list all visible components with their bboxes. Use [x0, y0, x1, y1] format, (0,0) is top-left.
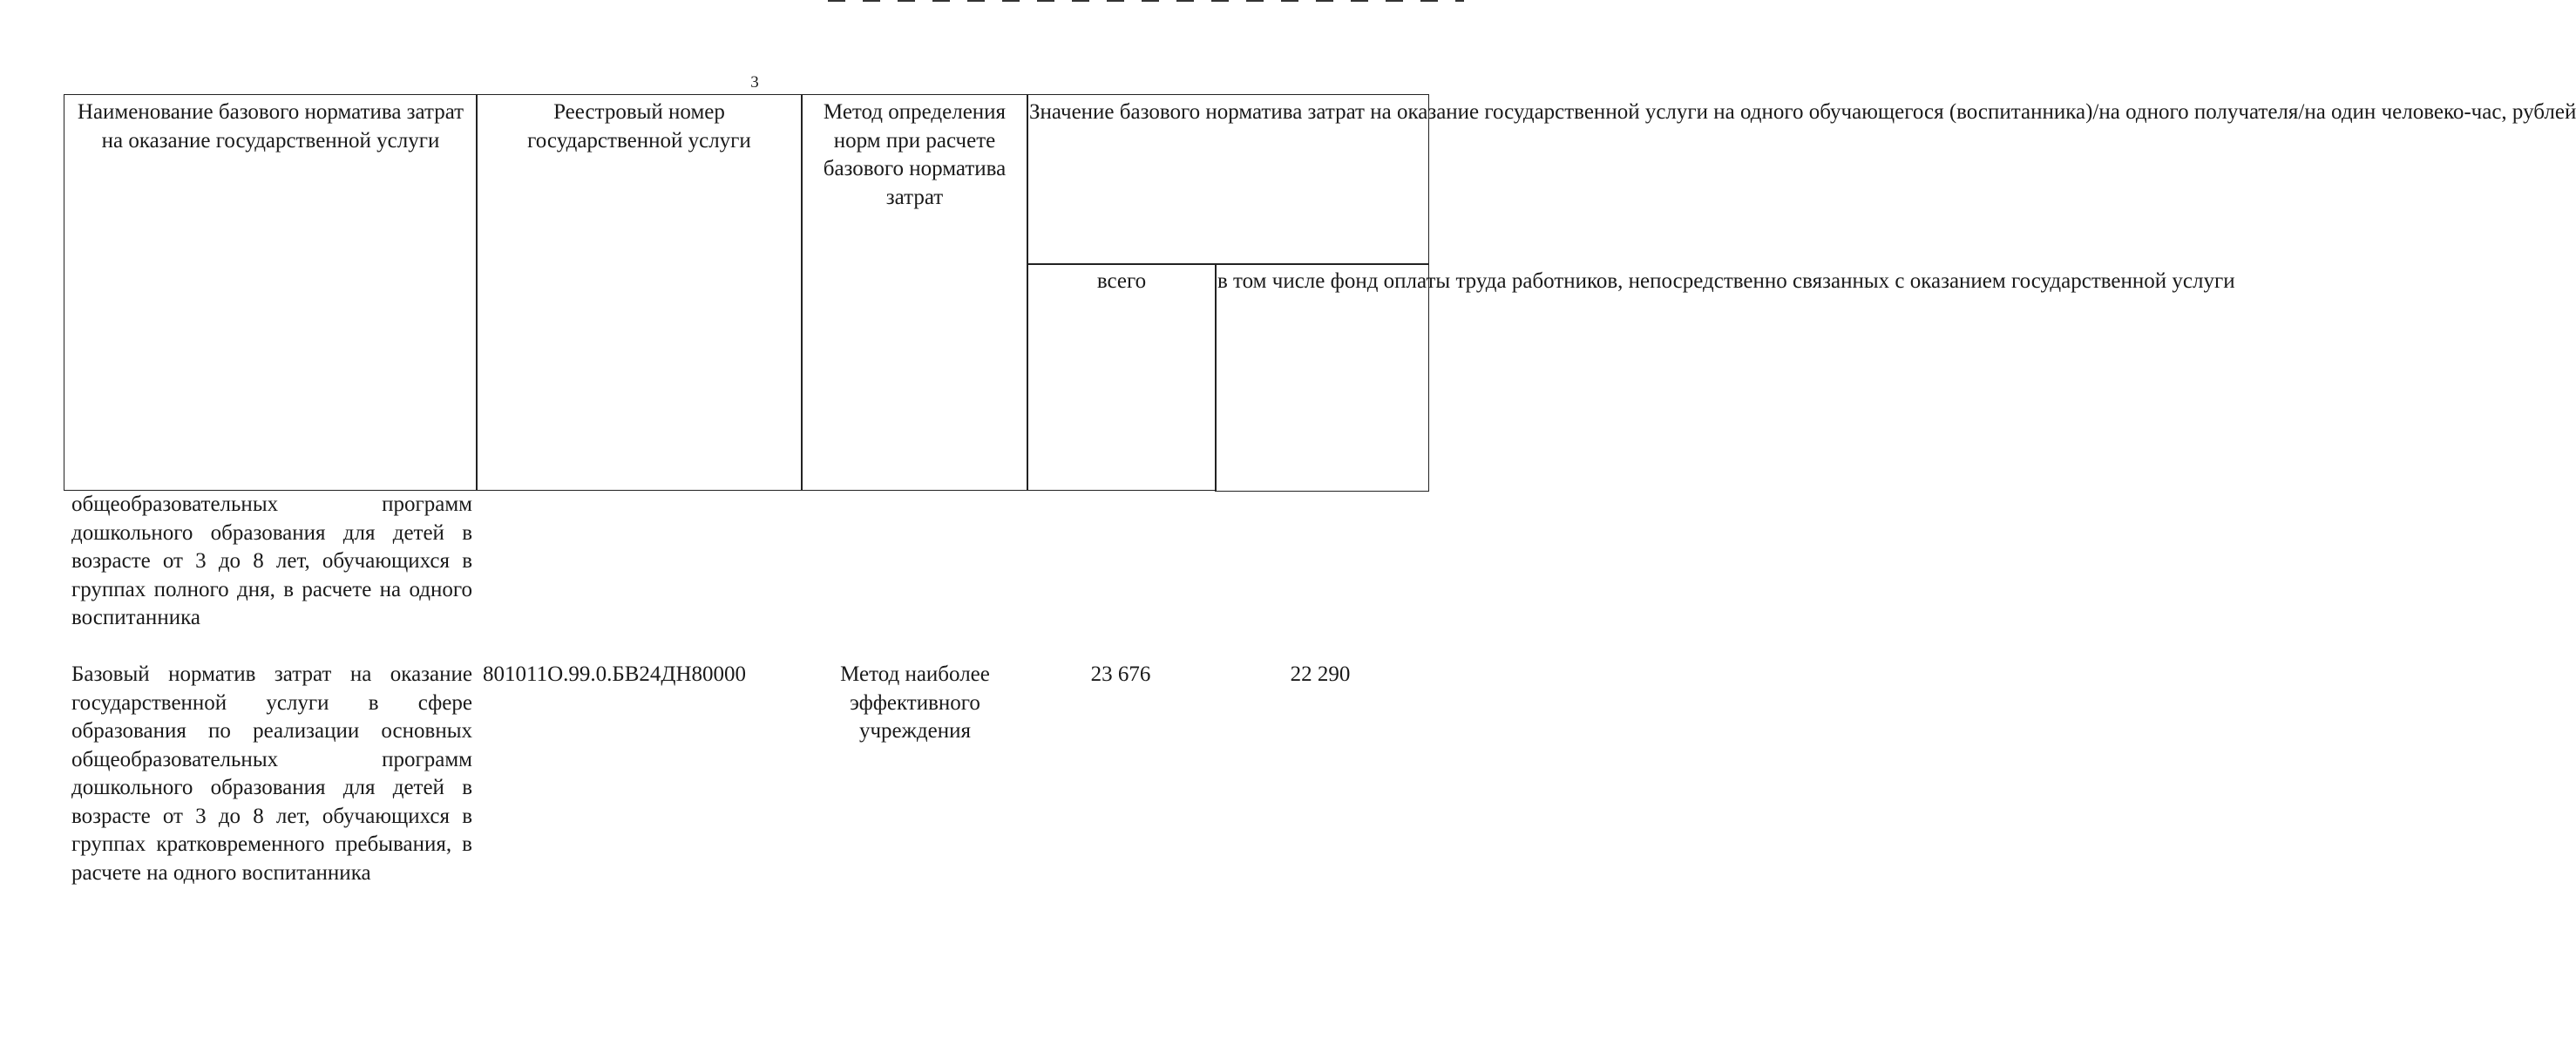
header-fund-cell — [1215, 263, 2235, 492]
header-registry-cell — [476, 94, 803, 491]
header-value-text: Значение базового норматива затрат на оказание государственной услуги на одного обучающегося (воспитанника)/на одного получателя/на один человеко-час, рублей — [1029, 100, 2576, 124]
header-name-cell — [64, 94, 478, 491]
header-registry-text: Реестровый номер государственной услуги — [527, 100, 751, 153]
row-method: Метод наиболее эффективного учреждения — [840, 662, 990, 743]
header-fund-text: в том числе фонд оплаты труда работников, непосредственно связанных с оказанием государственной услуги — [1217, 269, 2235, 293]
top-dashed-line — [828, 0, 1464, 2]
row-registry-number: 801011О.99.0.БВ24ДН80000 — [483, 662, 747, 686]
row-fund-value: 22 290 — [1290, 662, 1351, 686]
header-value-cell — [1027, 94, 2576, 265]
header-total-cell — [1027, 263, 1217, 491]
row-name: Базовый норматив затрат на оказание государственной услуги в сфере образования по реализации основных общеобразовательных программ дошкольного образования для детей в возрасте от 3 до 8 лет, обучающихся в группах кратковременного пребывания, в расчете на одного воспитанника — [71, 662, 472, 885]
continued-row-name: общеобразовательных программ дошкольного образования для детей в возрасте от 3 до 8 лет, обучающихся в группах полного дня, в расчете на одного воспитанника — [71, 492, 472, 629]
row-total-value: 23 676 — [1090, 662, 1151, 686]
header-name-text: Наименование базового норматива затрат на оказание государственной услуги — [77, 100, 464, 153]
header-method-text: Метод определения норм при расчете базового норматива затрат — [823, 100, 1007, 209]
page-number: 3 — [750, 73, 759, 92]
header-total-text: всего — [1096, 269, 1147, 293]
header-method-cell — [801, 94, 1028, 491]
